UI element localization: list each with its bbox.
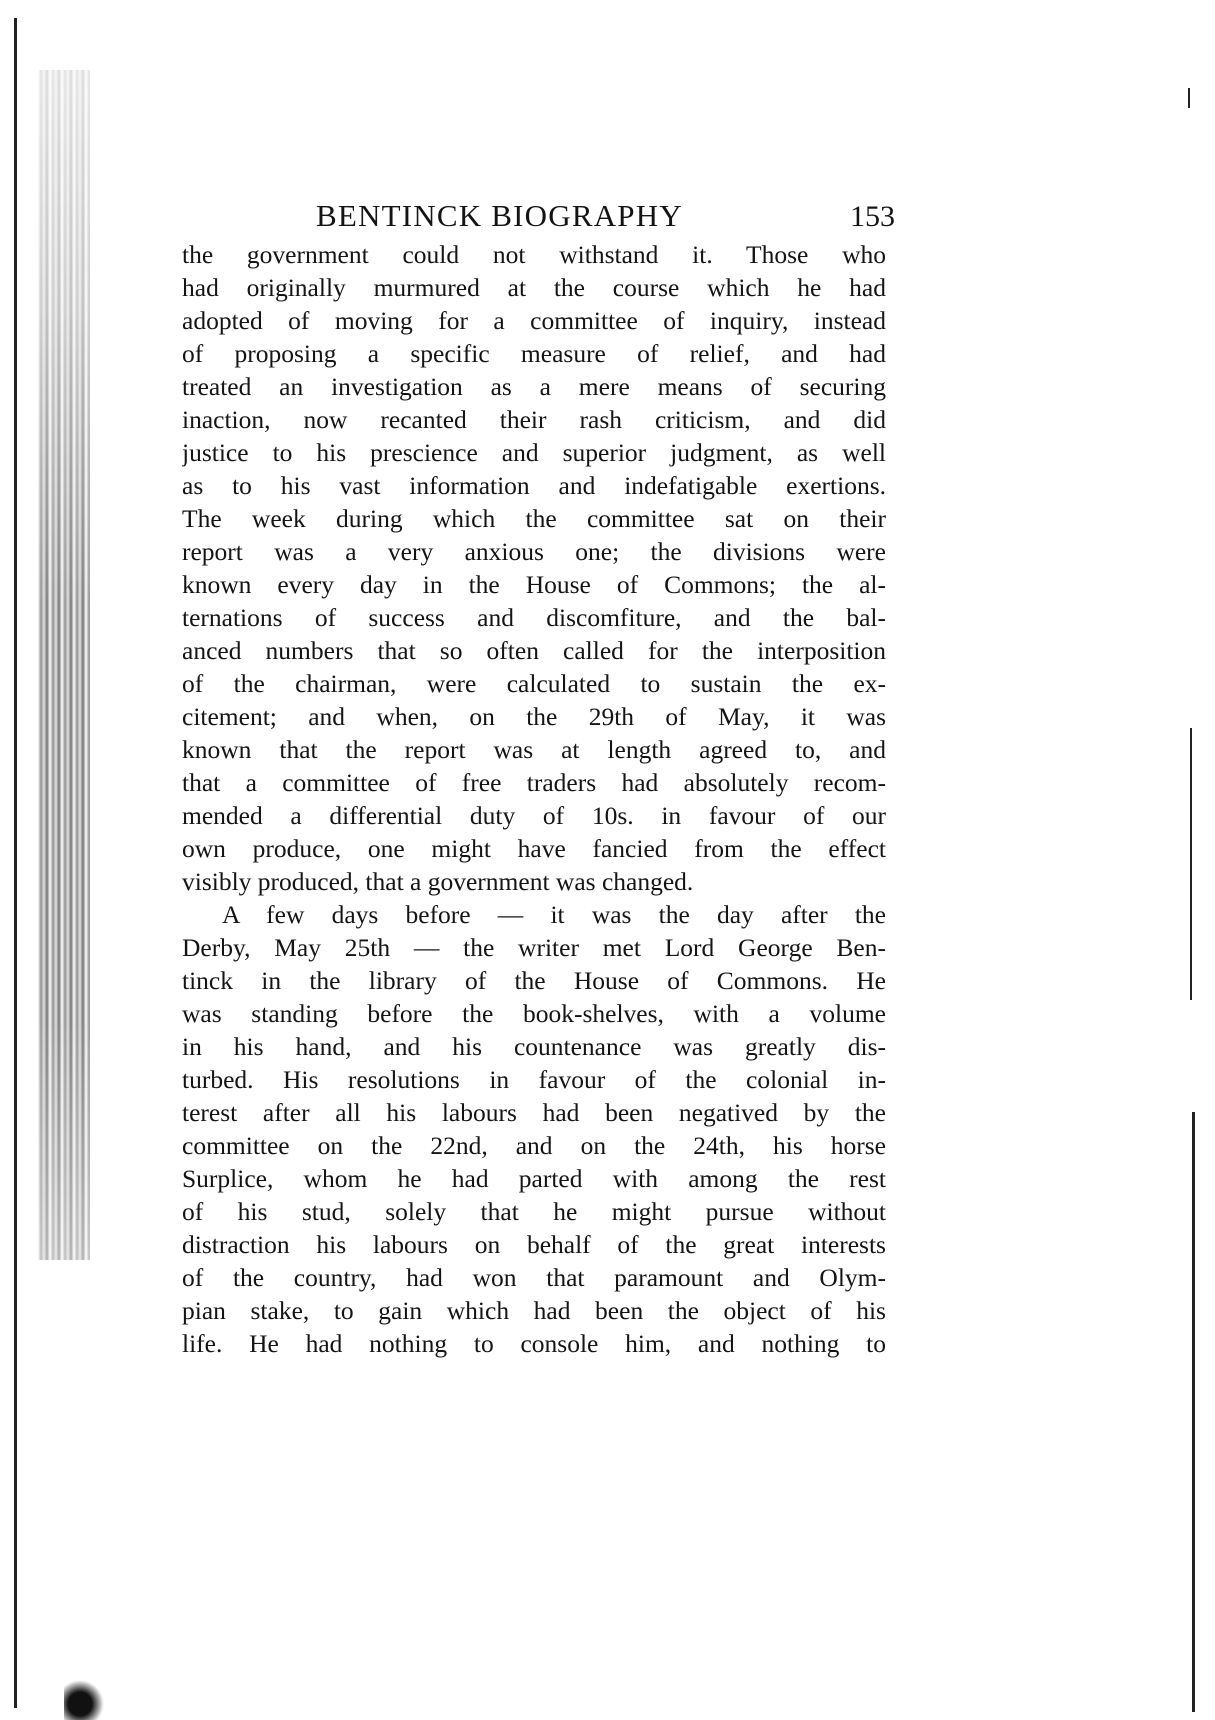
text-line: the government could not withstand it. Those who (182, 240, 886, 269)
scan-blot (64, 1680, 104, 1720)
scan-mark (1190, 728, 1192, 1000)
text-line: A few days before — it was the day after the (222, 900, 886, 929)
text-line: distraction his labours on behalf of the great interests (182, 1230, 886, 1259)
text-line: that a committee of free traders had absolutely recom- (182, 768, 886, 797)
text-line: known every day in the House of Commons; the al- (182, 570, 886, 599)
binding-shadow (38, 70, 90, 1260)
text-line: was standing before the book-shelves, with a volume (182, 999, 886, 1028)
text-line: inaction, now recanted their rash criticism, and did (182, 405, 886, 434)
text-line: in his hand, and his countenance was greatly dis- (182, 1032, 886, 1061)
text-line: had originally murmured at the course which he had (182, 273, 886, 302)
text-line: own produce, one might have fancied from the effect (182, 834, 886, 863)
text-line: as to his vast information and indefatigable exertions. (182, 471, 886, 500)
scan-mark (1192, 1112, 1195, 1712)
text-line: mended a differential duty of 10s. in favour of our (182, 801, 886, 830)
text-line: report was a very anxious one; the divisions were (182, 537, 886, 566)
text-line: tinck in the library of the House of Commons. He (182, 966, 886, 995)
text-line: citement; and when, on the 29th of May, it was (182, 702, 886, 731)
text-line: treated an investigation as a mere means of securing (182, 372, 886, 401)
text-line: Derby, May 25th — the writer met Lord George Ben- (182, 933, 886, 962)
running-title: BENTINCK BIOGRAPHY (316, 198, 683, 233)
text-line: terest after all his labours had been negatived by the (182, 1098, 886, 1127)
text-line: visibly produced, that a government was changed. (182, 867, 694, 896)
text-line: committee on the 22nd, and on the 24th, his horse (182, 1131, 886, 1160)
text-line: adopted of moving for a committee of inquiry, instead (182, 306, 886, 335)
text-line: life. He had nothing to console him, and nothing to (182, 1329, 886, 1358)
text-line: of the country, had won that paramount and Olym- (182, 1263, 886, 1292)
text-line: ternations of success and discomfiture, and the bal- (182, 603, 886, 632)
scan-mark (1188, 88, 1190, 108)
binding-edge (14, 18, 17, 1708)
text-line: of proposing a specific measure of relief, and had (182, 339, 886, 368)
text-line: pian stake, to gain which had been the object of his (182, 1296, 886, 1325)
text-line: known that the report was at length agreed to, and (182, 735, 886, 764)
text-line: of his stud, solely that he might pursue without (182, 1197, 886, 1226)
body-text (182, 238, 886, 1360)
text-line: anced numbers that so often called for the interposition (182, 636, 886, 665)
text-line: Surplice, whom he had parted with among the rest (182, 1164, 886, 1193)
page-number: 153 (850, 200, 895, 233)
text-line: The week during which the committee sat on their (182, 504, 886, 533)
text-line: of the chairman, were calculated to sustain the ex- (182, 669, 886, 698)
text-line: justice to his prescience and superior judgment, as well (182, 438, 886, 467)
text-line: turbed. His resolutions in favour of the colonial in- (182, 1065, 886, 1094)
